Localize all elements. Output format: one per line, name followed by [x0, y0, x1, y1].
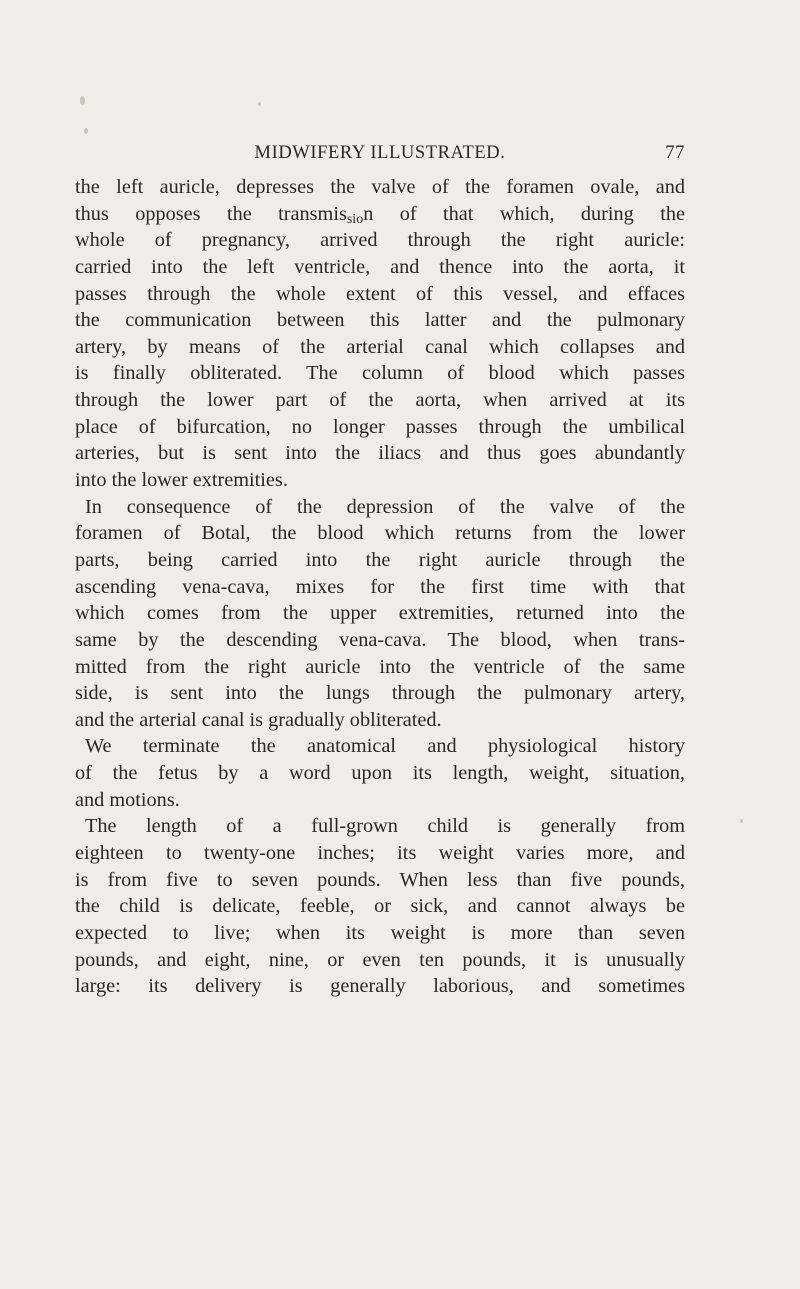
text-line: ascending vena-cava, mixes for the first time with that: [75, 575, 685, 598]
running-title: MIDWIFERY ILLUSTRATED.: [254, 143, 506, 163]
text-line: The length of a full-grown child is generally from: [85, 815, 685, 838]
text-line: In consequence of the depression of the valve of the: [85, 495, 685, 518]
text-line: mitted from the right auricle into the ventricle of the same: [75, 655, 685, 678]
text-line-end: n of that which, during the: [363, 202, 685, 225]
text-line: the communication between this latter and the pulmonary: [75, 309, 685, 332]
text-line: expected to live; when its weight is more than seven: [75, 921, 685, 944]
text-line: the left auricle, depresses the valve of the foramen ovale, and: [75, 176, 685, 198]
text-line: and the arterial canal is gradually obliterated.: [75, 708, 442, 731]
text-line: foramen of Botal, the blood which returns from the lower: [75, 522, 685, 545]
text-line: We terminate the anatomical and physiological history: [85, 735, 685, 758]
text-line: of the fetus by a word upon its length, weight, situation,: [75, 762, 685, 785]
text-line: carried into the left ventricle, and thence into the aorta, it: [75, 255, 685, 278]
page-number: 77: [665, 143, 685, 163]
text-line: and motions.: [75, 788, 180, 811]
text-line: which comes from the upper extremities, returned into the: [75, 602, 685, 625]
text-line: eighteen to twenty-one inches; its weight varies more, and: [75, 842, 685, 865]
paper-speck: [84, 128, 88, 134]
text-line: passes through the whole extent of this vessel, and effaces: [75, 282, 685, 305]
body-text: [75, 174, 685, 1000]
text-line: same by the descending vena-cava. The blood, when trans-: [75, 628, 685, 651]
text-line: through the lower part of the aorta, when arrived at its: [75, 389, 685, 412]
text-line: parts, being carried into the right auricle through the: [75, 548, 685, 571]
text-line: [75, 201, 685, 228]
text-line-start: thus opposes the transmis: [75, 202, 347, 225]
text-line: artery, by means of the arterial canal which collapses and: [75, 335, 685, 358]
text-line: place of bifurcation, no longer passes through the umbilical: [75, 415, 685, 438]
paper-speck: [258, 102, 261, 106]
text-line: the child is delicate, feeble, or sick, and cannot always be: [75, 895, 685, 918]
text-line: large: its delivery is generally laborious, and sometimes: [75, 975, 685, 998]
paper-speck: [740, 819, 743, 823]
text-line: into the lower extremities.: [75, 469, 288, 492]
text-line: is finally obliterated. The column of blood which passes: [75, 362, 685, 385]
text-line: pounds, and eight, nine, or even ten pounds, it is unusually: [75, 948, 685, 971]
text-line: is from five to seven pounds. When less than five pounds,: [75, 868, 685, 891]
text-line: side, is sent into the lungs through the pulmonary artery,: [75, 682, 685, 705]
subscript-text: sio: [346, 211, 364, 227]
running-head: [75, 143, 685, 169]
text-line: whole of pregnancy, arrived through the right auricle:: [75, 229, 685, 252]
text-line: arteries, but is sent into the iliacs and thus goes abundantly: [75, 442, 685, 465]
paper-speck: [80, 96, 85, 105]
